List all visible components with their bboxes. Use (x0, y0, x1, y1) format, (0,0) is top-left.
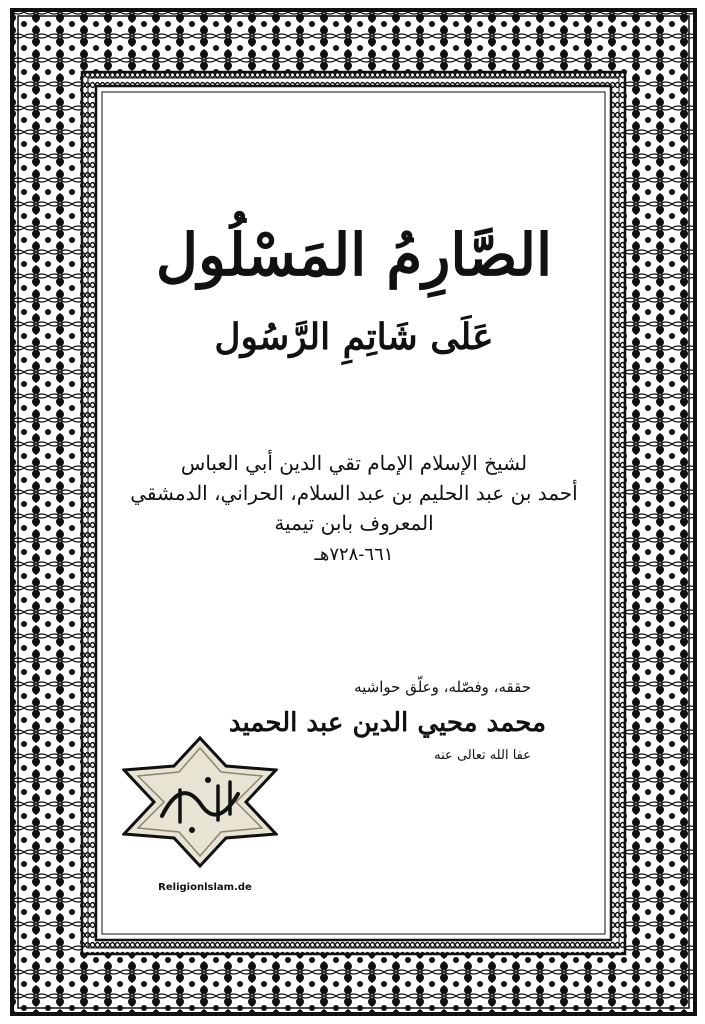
editor-name: محمد محيي الدين عبد الحميد (228, 708, 546, 738)
website-url: Religionlslam.de (158, 882, 252, 893)
book-subtitle: عَلَى شَاتِمِ الرَّسُول (214, 316, 494, 358)
watermark-logo (122, 736, 278, 868)
editor-prayer: عفا الله تعالى عنه (434, 748, 531, 763)
author-line-3: المعروف بابن تيمية (274, 511, 434, 535)
author-dates: ٦٦١-٧٢٨هـ (314, 544, 394, 565)
author-line-1: لشيخ الإسلام الإمام تقي الدين أبي العباس (180, 451, 528, 475)
author-line-2: أحمد بن عبد الحليم بن عبد السلام، الحراني، الدمشقي (130, 481, 578, 505)
editor-credit: حققه، وفصّله، وعلّق حواشيه (354, 678, 531, 696)
book-title: الصَّارِمُ المَسْلُول (155, 221, 553, 289)
